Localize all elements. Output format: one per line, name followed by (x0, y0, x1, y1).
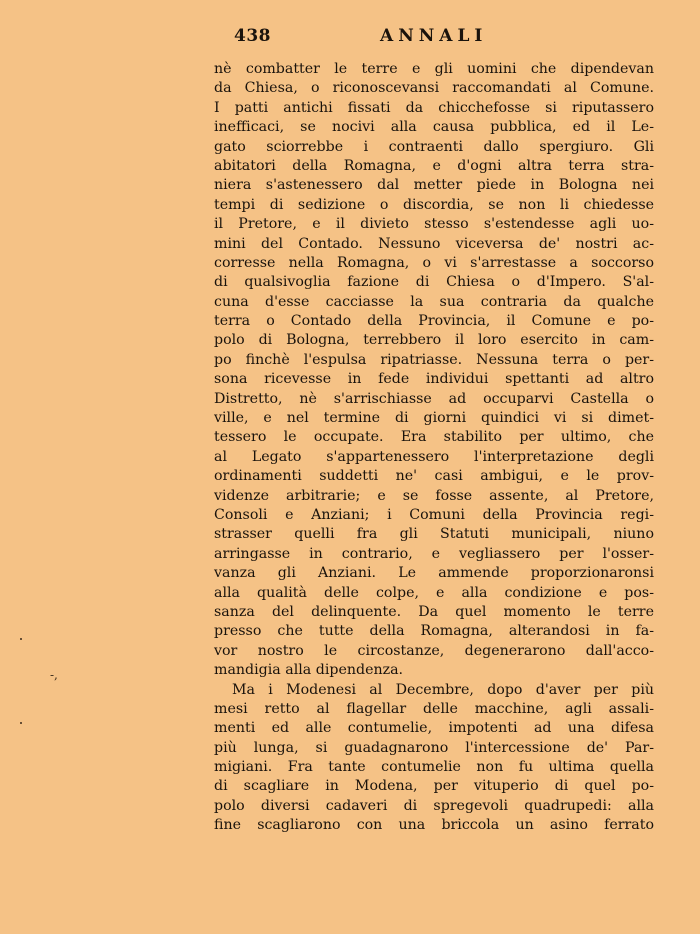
text-line: niera s'astenessero dal metter piede in Bologna nei (214, 177, 654, 194)
text-line: di qualsivoglia fazione di Chiesa o d'Impero. S'al- (214, 274, 654, 291)
text-line: il Pretore, e il divieto stesso s'estendesse agli uo- (214, 216, 654, 233)
text-line: alla qualità delle colpe, e alla condizione e pos- (214, 584, 654, 601)
text-line: tessero le occupate. Era stabilito per ultimo, che (214, 429, 654, 446)
margin-dot (20, 638, 22, 640)
body-text (214, 60, 654, 836)
text-line: vor nostro le circostanze, degenerarono dall'acco- (214, 642, 654, 659)
text-line: vanza gli Anziani. Le ammende proporzionaronsi (214, 565, 654, 582)
text-line: Consoli e Anziani; i Comuni della Provincia regi- (214, 506, 654, 523)
text-line: polo di Bologna, terrebbero il loro esercito in cam- (214, 332, 654, 349)
page-number: 438 (234, 26, 271, 46)
text-line: mini del Contado. Nessuno viceversa de' nostri ac- (214, 235, 654, 252)
text-line: I patti antichi fissati da chicchefosse si riputassero (214, 99, 654, 116)
text-line: Ma i Modenesi al Decembre, dopo d'aver per più (232, 681, 654, 698)
paragraph-1 (214, 60, 654, 681)
text-line: al Legato s'appartenessero l'interpretazione degli (214, 448, 654, 465)
text-line: da Chiesa, o riconoscevansi raccomandati al Comune. (214, 80, 654, 97)
text-line: strasser quelli fra gli Statuti municipali, niuno (214, 526, 654, 543)
text-line: menti ed alle contumelie, impotenti ad una difesa (214, 720, 654, 737)
text-line: mandigia alla dipendenza. (214, 662, 404, 679)
margin-dot (20, 722, 22, 724)
text-line: abitatori della Romagna, e d'ogni altra terra stra- (214, 157, 654, 174)
text-line: cuna d'esse cacciasse la sua contraria da qualche (214, 293, 654, 310)
text-line: polo diversi cadaveri di spregevoli quadrupedi: alla (214, 797, 654, 814)
text-line: fine scagliarono con una briccola un asino ferrato (214, 817, 654, 834)
text-line: po finchè l'espulsa ripatriasse. Nessuna terra o per- (214, 351, 654, 368)
text-line: arringasse in contrario, e vegliassero per l'osser- (214, 545, 654, 562)
text-line: presso che tutte della Romagna, alterandosi in fa- (214, 623, 654, 640)
text-line: sanza del delinquente. Da quel momento le terre (214, 603, 654, 620)
paragraph-2 (214, 681, 654, 836)
text-line: terra o Contado della Provincia, il Comune e po- (214, 313, 654, 330)
text-line: videnze arbitrarie; e se fosse assente, al Pretore, (214, 487, 654, 504)
text-line: mesi retto al flagellar delle macchine, agli assali- (214, 700, 654, 717)
text-line: ville, e nel termine di giorni quindici vi si dimet- (214, 410, 654, 427)
text-line: nè combatter le terre e gli uomini che dipendevan (214, 61, 654, 77)
text-line: Distretto, nè s'arrischiasse ad occuparvi Castella o (214, 390, 654, 407)
text-line: inefficaci, se nocivi alla causa pubblica, ed il Le- (214, 119, 654, 136)
margin-mark: -, (50, 668, 58, 682)
text-line: migiani. Fra tante contumelie non fu ultima quella (214, 759, 654, 776)
running-head: ANNALI (380, 26, 488, 46)
text-line: ordinamenti suddetti ne' casi ambigui, e le prov- (214, 468, 654, 485)
text-line: corresse nella Romagna, o vi s'arrestasse a soccorso (214, 254, 654, 271)
text-line: di scagliare in Modena, per vituperio di quel po- (214, 778, 654, 795)
text-line: più lunga, si guadagnarono l'intercessione de' Par- (214, 739, 654, 756)
page-header (214, 26, 654, 52)
text-line: sona ricevesse in fede individui spettanti ad altro (214, 371, 654, 388)
text-line: gato sciorrebbe i contraenti dallo spergiuro. Gli (214, 138, 654, 155)
text-line: tempi di sedizione o discordia, se non li chiedesse (214, 196, 654, 213)
